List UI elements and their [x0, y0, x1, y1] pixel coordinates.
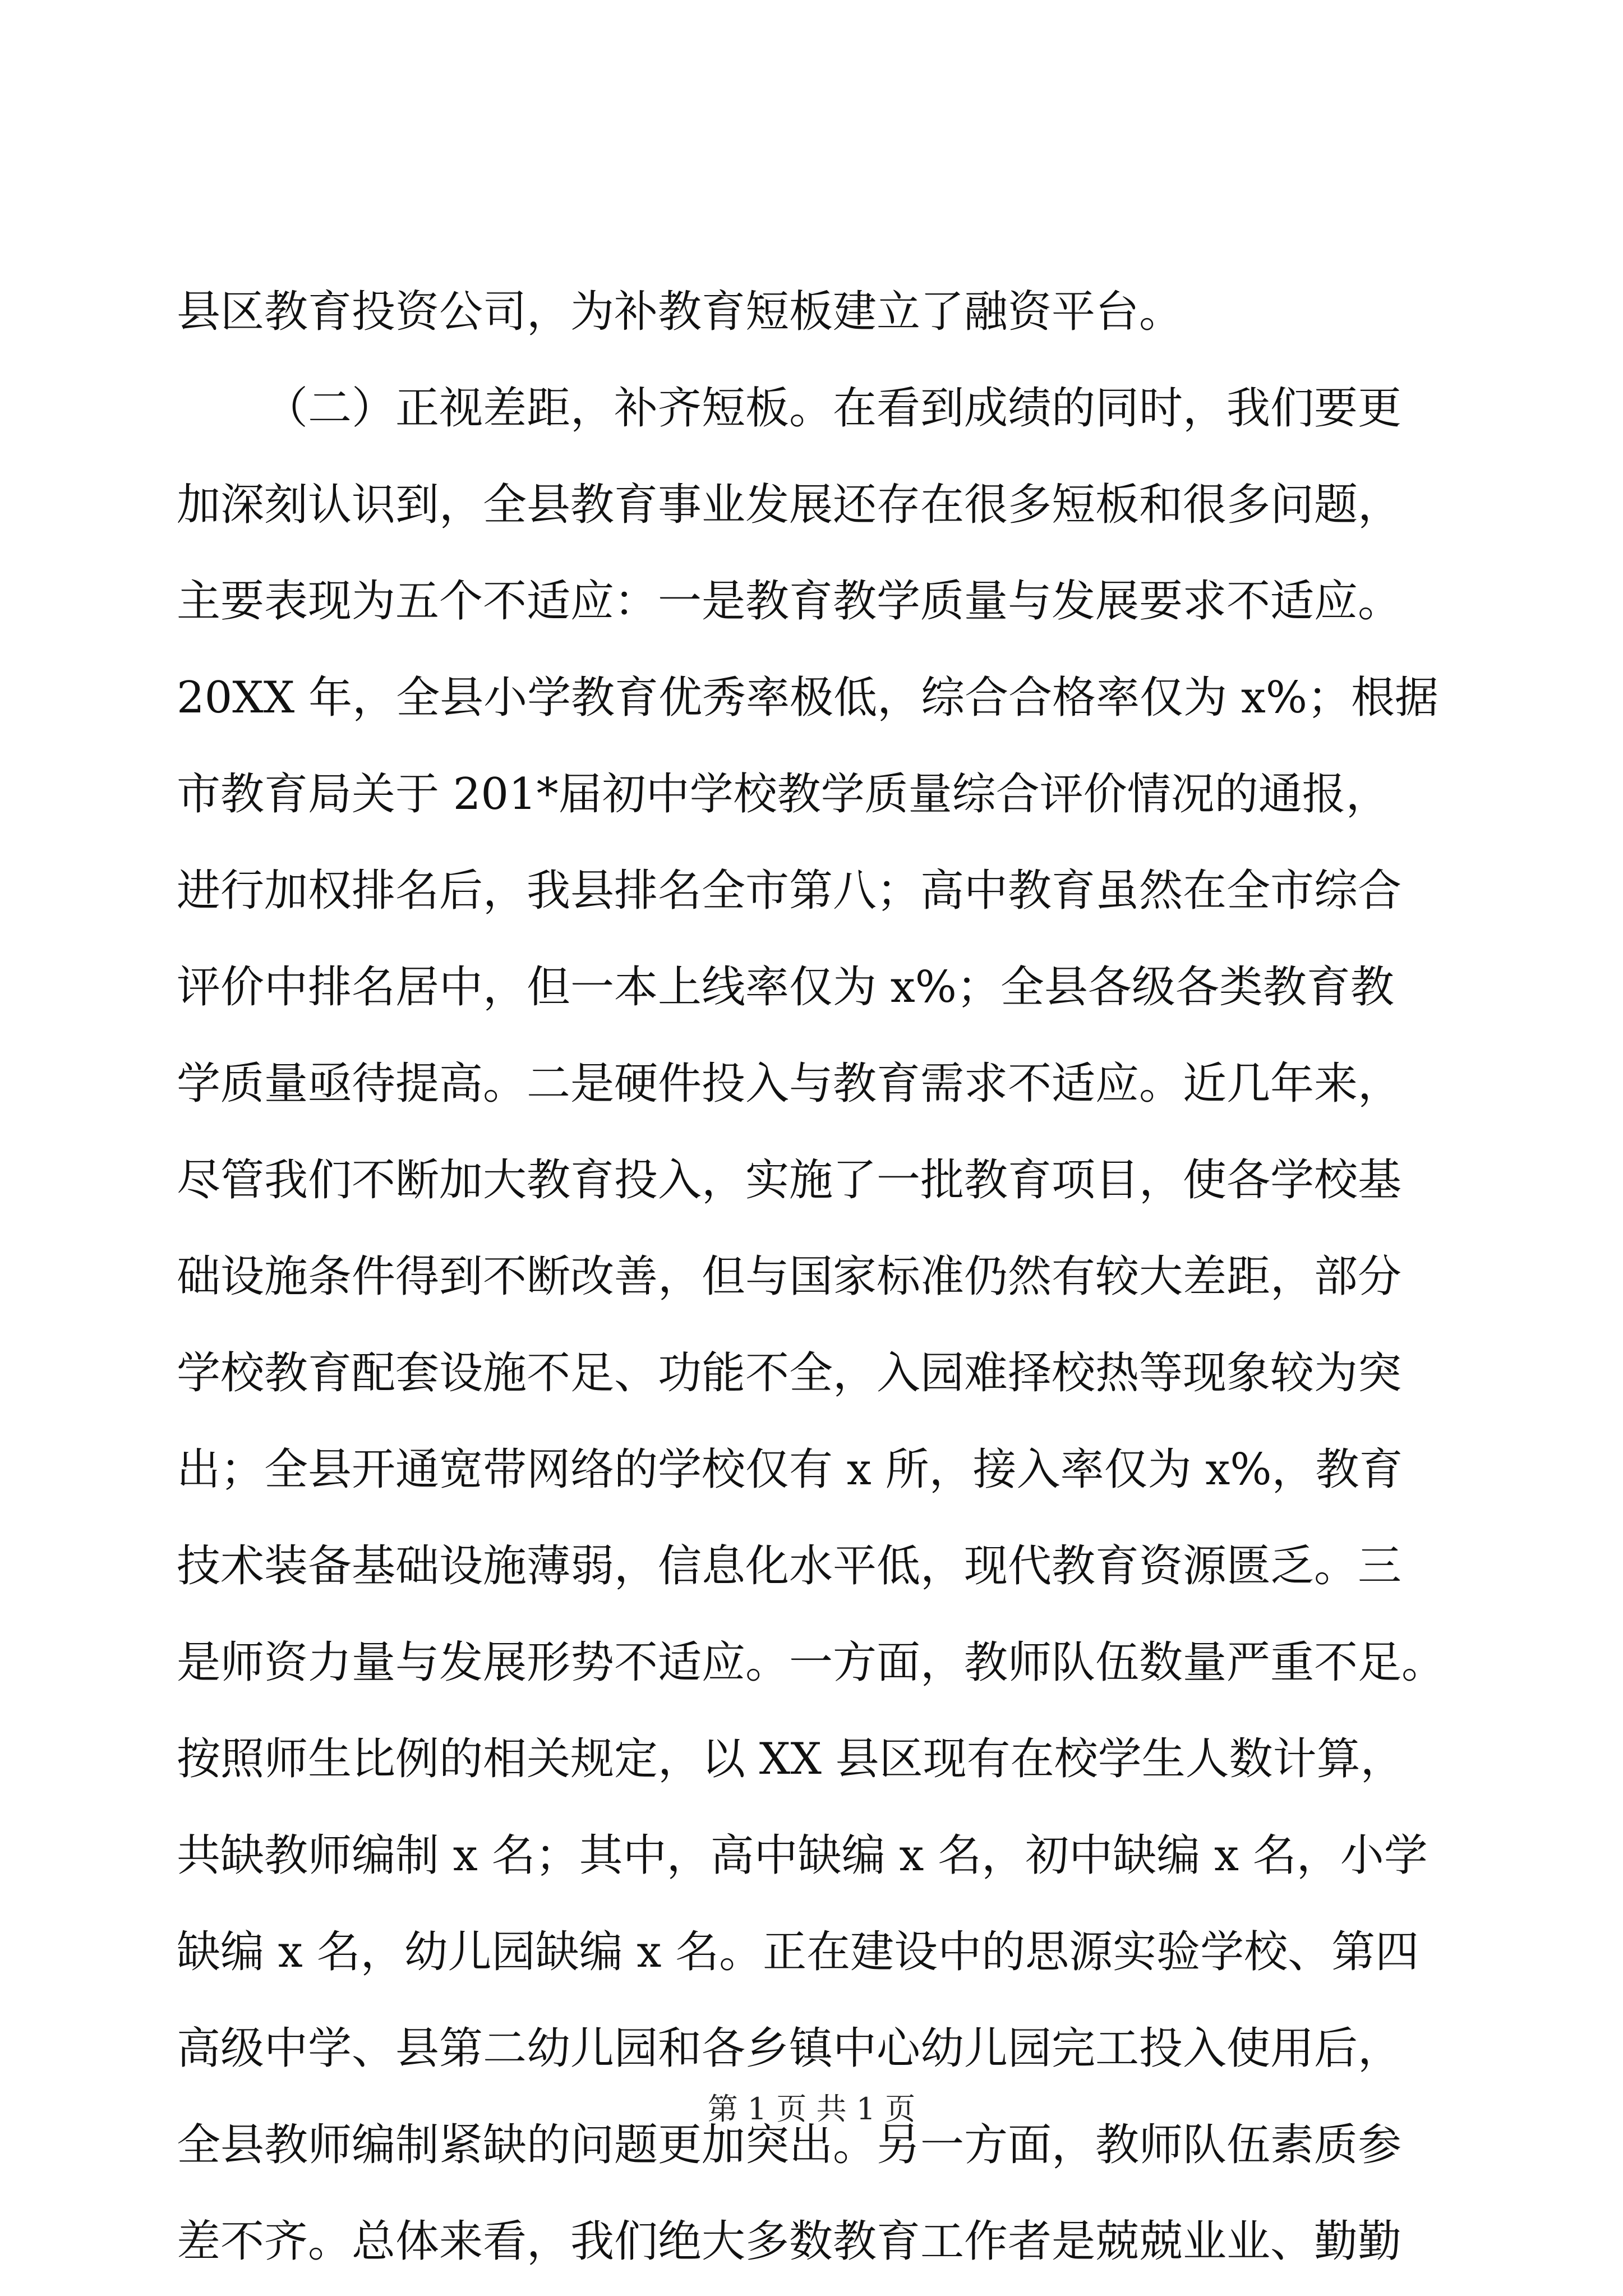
- page-number-label: 第 1 页 共 1 页: [707, 2091, 916, 2127]
- text-line: 学质量亟待提高。二是硬件投入与教育需求不适应。近几年来，: [177, 1059, 1402, 1109]
- text-line: 进行加权排名后，我县排名全市第八；高中教育虽然在全市综合: [177, 866, 1402, 916]
- text-line: 缺编 x 名，幼儿园缺编 x 名。正在建设中的思源实验学校、第四: [177, 1927, 1419, 1977]
- text-line: 差不齐。总体来看，我们绝大多数教育工作者是兢兢业业、勤勤: [177, 2216, 1402, 2267]
- text-line: 县区教育投资公司，为补教育短板建立了融资平台。: [177, 287, 1183, 337]
- text-line: 学校教育配套设施不足、功能不全，入园难择校热等现象较为突: [177, 1348, 1402, 1398]
- text-line: 技术装备基础设施薄弱，信息化水平低，现代教育资源匮乏。三: [177, 1541, 1402, 1591]
- page-footer: [0, 2087, 1623, 2132]
- text-line: 市教育局关于 201*届初中学校教学质量综合评价情况的通报，: [177, 769, 1390, 820]
- text-line: 尽管我们不断加大教育投入，实施了一批教育项目，使各学校基: [177, 1155, 1402, 1205]
- body-text: [177, 264, 1446, 2290]
- text-line: 是师资力量与发展形势不适应。一方面，教师队伍数量严重不足。: [177, 1637, 1446, 1688]
- text-line: 加深刻认识到，全县教育事业发展还存在很多短板和很多问题，: [177, 480, 1402, 530]
- section-heading-line: （二）正视差距，补齐短板。在看到成绩的同时，我们要更: [264, 383, 1402, 434]
- text-line: 按照师生比例的相关规定，以 XX 县区现有在校学生人数计算，: [177, 1734, 1404, 1784]
- text-line: 全县教师编制紧缺的问题更加突出。另一方面，教师队伍素质参: [177, 2120, 1402, 2170]
- text-line: 共缺教师编制 x 名；其中，高中缺编 x 名，初中缺编 x 名，小学: [177, 1830, 1428, 1881]
- text-line: 主要表现为五个不适应：一是教育教学质量与发展要求不适应。: [177, 576, 1402, 627]
- text-line: 础设施条件得到不断改善，但与国家标准仍然有较大差距，部分: [177, 1251, 1402, 1302]
- text-line: 高级中学、县第二幼儿园和各乡镇中心幼儿园完工投入使用后，: [177, 2023, 1402, 2074]
- text-line: 20XX 年，全县小学教育优秀率极低，综合合格率仅为 x%；根据: [177, 673, 1439, 723]
- text-line: 出；全县开通宽带网络的学校仅有 x 所，接入率仅为 x%，教育: [177, 1444, 1403, 1495]
- text-line: 评价中排名居中，但一本上线率仅为 x%；全县各级各类教育教: [177, 962, 1394, 1013]
